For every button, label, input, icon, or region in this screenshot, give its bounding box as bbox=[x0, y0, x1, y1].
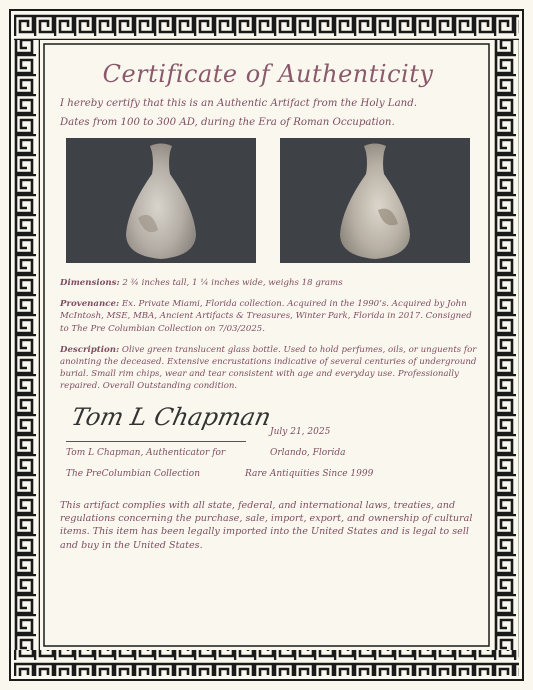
description-label: Description: bbox=[60, 344, 120, 355]
signer-name: Tom L Chapman, Authenticator for bbox=[66, 447, 226, 458]
description-text: Olive green translucent glass bottle. Used to hold perfumes, oils, or unguents for anointing the deceased. Extensive encrustations indicative of several centuries of underground burial. Small rim chips, wear and tear consistent with age and everyday use. Professionally repaired. Overall Outstanding condition. bbox=[60, 344, 477, 392]
compliance-paragraph: This artifact complies with all state, federal, and international laws, treaties, and regulations concerning the purchase, sale, import, export, and ownership of cultural items. This item has been legally imported into the United States and is legal to sell and buy in the United States. bbox=[60, 499, 473, 551]
provenance-label: Provenance: bbox=[60, 299, 120, 310]
signer-organization: The PreColumbian Collection bbox=[66, 468, 200, 479]
provenance-paragraph bbox=[60, 298, 478, 335]
signature-line bbox=[66, 441, 246, 442]
signature-date: July 21, 2025 bbox=[270, 426, 331, 437]
signature-block bbox=[58, 403, 478, 493]
certificate-title: Certificate of Authenticity bbox=[102, 60, 434, 88]
artifact-photo-front bbox=[66, 138, 256, 263]
organization-tagline: Rare Antiquities Since 1999 bbox=[245, 468, 374, 479]
dimensions-label: Dimensions: bbox=[60, 278, 120, 288]
signature-location: Orlando, Florida bbox=[270, 447, 346, 458]
provenance-text: Ex. Private Miami, Florida collection. Acquired in the 1990’s. Acquired by John McIntosh, MSE, MBA, Ancient Artifacts & Treasures, Winter Park, Florida in 2017. Consigned to The Pre Columbian Collection on 7/03/2025. bbox=[60, 299, 472, 334]
dimensions-paragraph bbox=[60, 277, 478, 289]
handwritten-signature: Tom L Chapman bbox=[69, 402, 274, 431]
intro-line-1: I hereby certify that this is an Authentic Artifact from the Holy Land. bbox=[60, 98, 417, 109]
certificate-content bbox=[58, 56, 478, 552]
artifact-photos bbox=[66, 138, 470, 263]
artifact-photo-back bbox=[280, 138, 470, 263]
intro-line-2: Dates from 100 to 300 AD, during the Era of Roman Occupation. bbox=[60, 117, 395, 128]
dimensions-text: 2 ¾ inches tall, 1 ¼ inches wide, weighs 18 grams bbox=[119, 278, 343, 288]
description-paragraph bbox=[60, 344, 478, 393]
